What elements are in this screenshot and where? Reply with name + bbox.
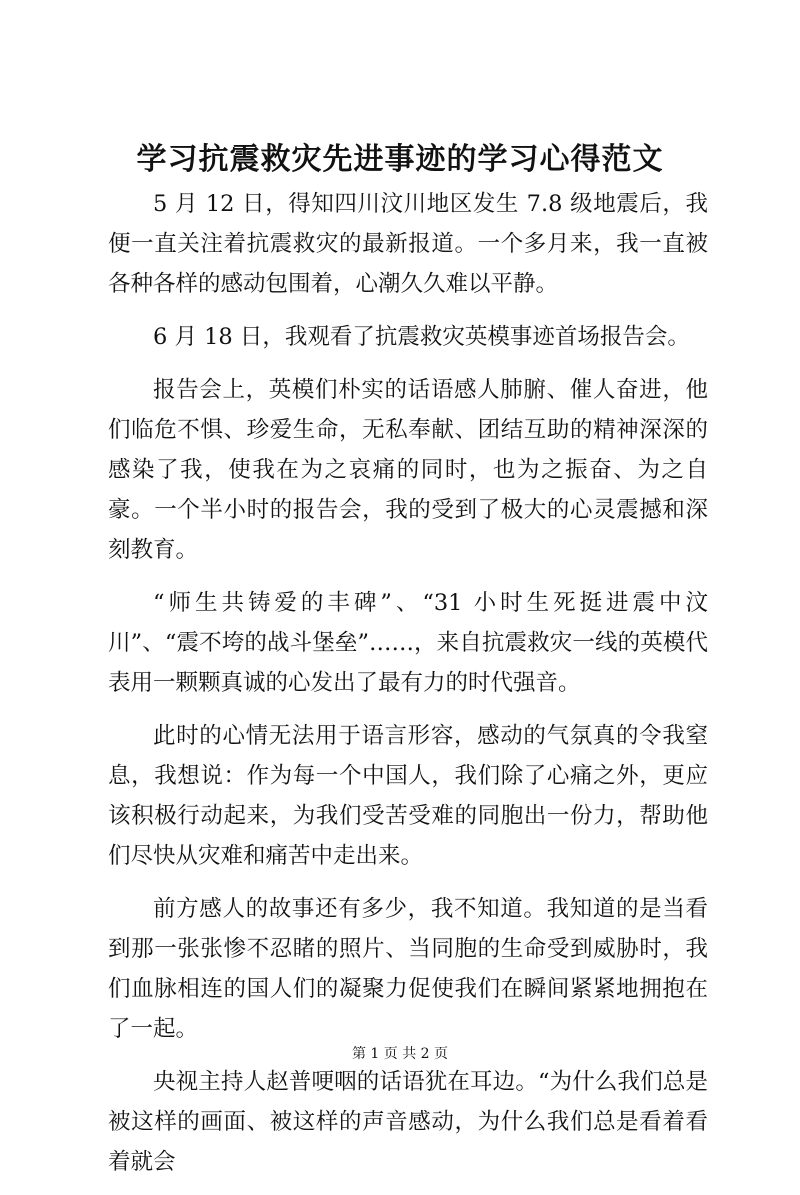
page-footer: 第 1 页 共 2 页 xyxy=(351,1046,449,1062)
document-title: 学习抗震救灾先进事迹的学习心得范文 xyxy=(136,142,664,177)
paragraph-2: 6 月 18 日，我观看了抗震救灾英模事迹首场报告会。 xyxy=(153,324,690,350)
paragraph-5: 此时的心情无法用于语言形容，感动的气氛真的令我窒息，我想说：作为每一个中国人，我们除了心痛之外，更应该积极行动起来，为我们受苦受难的同胞出一份力，帮助他们尽快从灾难和痛苦中走出来。 xyxy=(108,723,708,869)
paragraph-7: 央视主持人赵普哽咽的话语犹在耳边。“为什么我们总是被这样的画面、被这样的声音感动，为什么我们总是看着看着就会 xyxy=(108,1069,708,1175)
paragraph-4: “师生共铸爱的丰碑”、“31 小时生死挺进震中汶川”、“震不垮的战斗堡垒”……，来自抗震救灾一线的英模代表用一颗颗真诚的心发出了最有力的时代强音。 xyxy=(108,590,708,696)
paragraph-1: 5 月 12 日，得知四川汶川地区发生 7.8 级地震后，我便一直关注着抗震救灾的最新报道。一个多月来，我一直被各种各样的感动包围着，心潮久久难以平静。 xyxy=(108,191,708,297)
paragraph-3: 报告会上，英模们朴实的话语感人肺腑、催人奋进，他们临危不惧、珍爱生命，无私奉献、团结互助的精神深深的感染了我，使我在为之哀痛的同时，也为之振奋、为之自豪。一个半小时的报告会，我的受到了极大的心灵震撼和深刻教育。 xyxy=(108,377,708,563)
paragraph-6: 前方感人的故事还有多少，我不知道。我知道的是当看到那一张张惨不忍睹的照片、当同胞的生命受到威胁时，我们血脉相连的国人们的凝聚力促使我们在瞬间紧紧地拥抱在了一起。 xyxy=(108,896,708,1042)
